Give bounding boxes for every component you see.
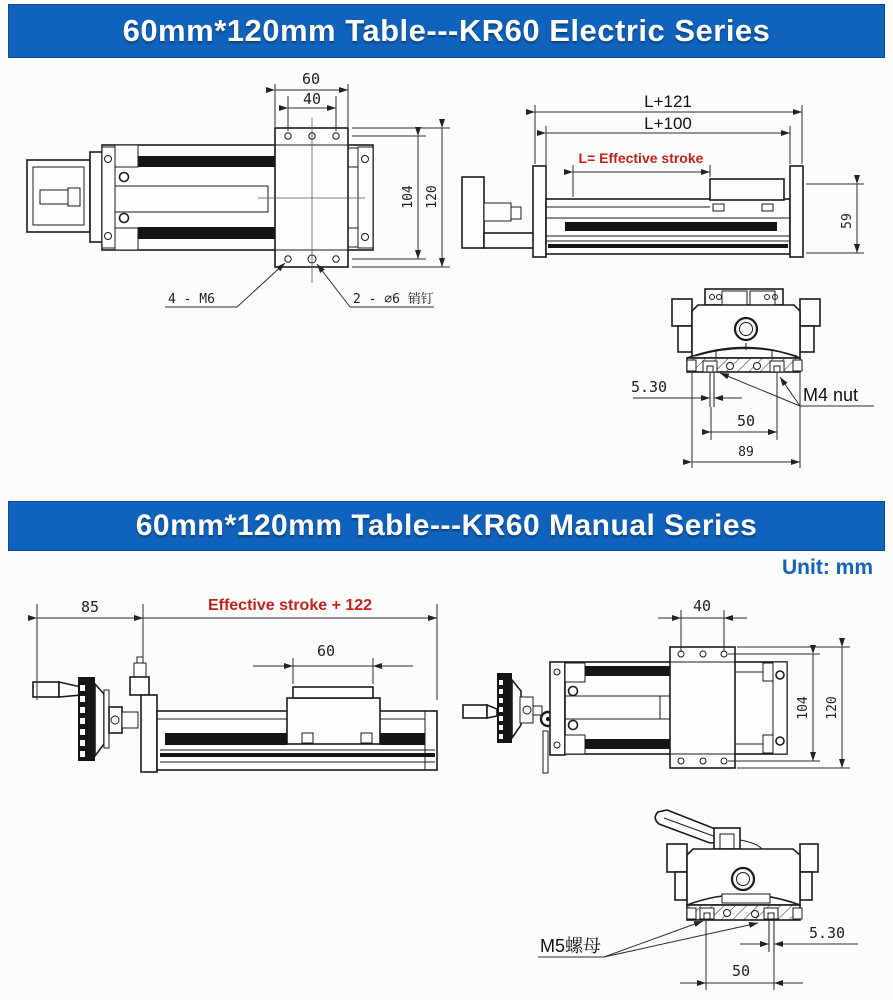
- dim-text-60-manual: 60: [316, 642, 336, 660]
- hand-crank-top: [463, 673, 555, 773]
- dim-text-l100: L+100: [644, 114, 692, 133]
- dim-text-slot-electric: 5.30: [630, 378, 668, 396]
- rail-body-manual-side: [157, 687, 437, 770]
- electric-top-view: [27, 70, 450, 307]
- dim-60-manual: [253, 642, 413, 684]
- stepper-motor: [27, 152, 103, 242]
- dim-text-l121: L+121: [644, 92, 692, 111]
- electric-end-view: [631, 289, 874, 468]
- motor-bracket: [462, 177, 535, 248]
- electric-series-title: 60mm*120mm Table---KR60 Electric Series: [122, 13, 771, 48]
- dim-text-slot-manual: 5.30: [808, 924, 846, 942]
- dim-59: [806, 184, 864, 253]
- dim-stroke-122: [143, 597, 437, 700]
- rail-body-manual-top: [550, 662, 787, 755]
- dim-89: [692, 445, 800, 462]
- label-m5-nut: M5螺母: [540, 936, 602, 956]
- dim-text-120: 120: [425, 185, 440, 209]
- dim-40-manual: [658, 597, 747, 652]
- unit-label: Unit: mm: [782, 556, 873, 579]
- leader-m5-nut: [538, 921, 758, 957]
- manual-end-view: [538, 810, 858, 990]
- crank-handle-folded: [655, 810, 762, 849]
- dim-text-89: 89: [738, 445, 754, 460]
- label-effective-stroke: L= Effective stroke: [578, 150, 704, 166]
- electric-side-view: [462, 92, 864, 257]
- leader-m6-screws: [165, 263, 285, 307]
- manual-top-view: [463, 597, 850, 773]
- dim-text-50-electric: 50: [736, 412, 756, 430]
- label-m4-nut: M4 nut: [803, 385, 859, 405]
- label-stroke-122: Effective stroke + 122: [207, 597, 373, 614]
- manual-series-title: 60mm*120mm Table---KR60 Manual Series: [135, 509, 758, 542]
- table-plate-manual: [670, 647, 735, 768]
- dim-text-60: 60: [301, 70, 321, 88]
- dim-text-40-manual: 40: [692, 597, 712, 615]
- label-m6-screws: 4 - M6: [168, 292, 215, 307]
- dim-text-104-manual: 104: [796, 696, 811, 720]
- dim-effective-stroke: [573, 150, 710, 197]
- dim-5-30-manual: [740, 924, 858, 947]
- dim-5-30-electric: [631, 378, 742, 401]
- dim-text-120-manual: 120: [825, 696, 840, 720]
- label-dowel-pins: 2 - ∅6 销钉: [353, 292, 434, 307]
- leader-m4-nut: [720, 373, 874, 406]
- dim-50-manual: [680, 920, 803, 990]
- manual-side-view: [33, 597, 437, 772]
- leader-dowel-pins: [317, 264, 434, 307]
- dim-text-40: 40: [302, 90, 322, 108]
- dim-text-104: 104: [401, 185, 416, 209]
- dim-text-85: 85: [80, 598, 100, 616]
- dim-text-50-manual: 50: [731, 962, 751, 980]
- dim-text-59: 59: [840, 213, 855, 229]
- hand-crank-side: [33, 657, 157, 772]
